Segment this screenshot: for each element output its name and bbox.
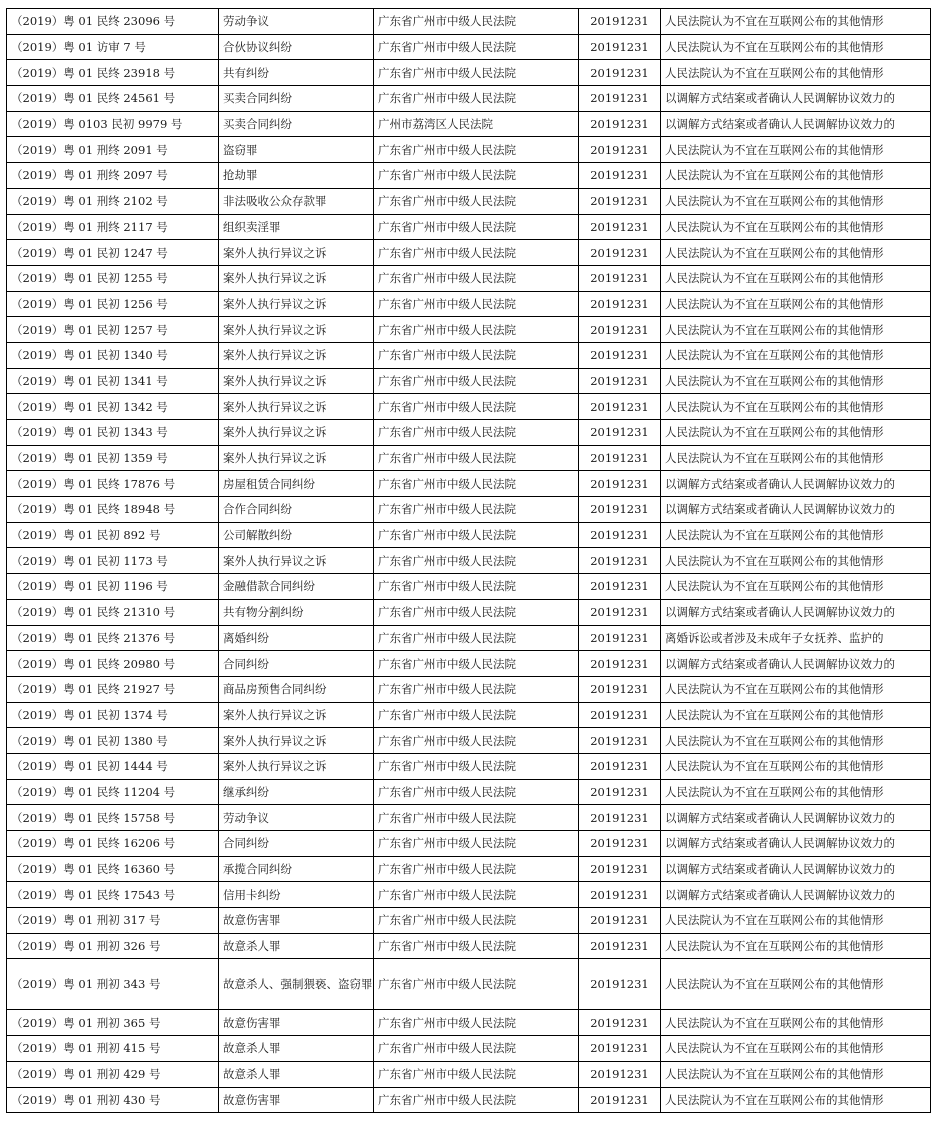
case-cause-cell: 非法吸收公众存款罪 (219, 188, 374, 214)
table-row (7, 959, 931, 1010)
judgment-date-cell: 20191231 (579, 394, 661, 420)
table-row (7, 163, 931, 189)
court-name-cell: 广东省广州市中级人民法院 (374, 1010, 579, 1036)
table-row (7, 111, 931, 137)
case-cause-cell: 金融借款合同纠纷 (219, 574, 374, 600)
judgment-date-cell: 20191231 (579, 445, 661, 471)
case-number-cell: （2019）粤 01 刑初 430 号 (7, 1087, 219, 1113)
case-cause-cell: 劳动争议 (219, 9, 374, 35)
case-cause-cell: 故意杀人、强制猥亵、盗窃罪 (219, 959, 374, 1010)
table-row (7, 317, 931, 343)
case-number-cell: （2019）粤 01 民终 17876 号 (7, 471, 219, 497)
court-name-cell: 广东省广州市中级人民法院 (374, 831, 579, 857)
judgment-date-cell: 20191231 (579, 1010, 661, 1036)
case-cause-cell: 案外人执行异议之诉 (219, 317, 374, 343)
case-cause-cell: 买卖合同纠纷 (219, 111, 374, 137)
case-number-cell: （2019）粤 01 民终 16360 号 (7, 856, 219, 882)
case-number-cell: （2019）粤 01 民终 18948 号 (7, 497, 219, 523)
table-row (7, 1010, 931, 1036)
case-number-cell: （2019）粤 01 刑初 365 号 (7, 1010, 219, 1036)
case-cause-cell: 案外人执行异议之诉 (219, 702, 374, 728)
table-row (7, 882, 931, 908)
non-publication-reason-cell: 人民法院认为不宜在互联网公布的其他情形 (661, 265, 931, 291)
table-row (7, 86, 931, 112)
case-number-cell: （2019）粤 01 刑终 2091 号 (7, 137, 219, 163)
judgment-date-cell: 20191231 (579, 265, 661, 291)
case-number-cell: （2019）粤 01 民终 20980 号 (7, 651, 219, 677)
case-number-cell: （2019）粤 01 刑终 2117 号 (7, 214, 219, 240)
case-cause-cell: 案外人执行异议之诉 (219, 445, 374, 471)
table-row (7, 137, 931, 163)
judgment-date-cell: 20191231 (579, 240, 661, 266)
case-cause-cell: 案外人执行异议之诉 (219, 728, 374, 754)
table-row (7, 291, 931, 317)
judgment-date-cell: 20191231 (579, 522, 661, 548)
case-cause-cell: 合同纠纷 (219, 831, 374, 857)
table-row (7, 1036, 931, 1062)
non-publication-reason-cell: 人民法院认为不宜在互联网公布的其他情形 (661, 779, 931, 805)
table-row (7, 805, 931, 831)
table-row (7, 702, 931, 728)
case-cause-cell: 房屋租赁合同纠纷 (219, 471, 374, 497)
court-name-cell: 广东省广州市中级人民法院 (374, 856, 579, 882)
table-row (7, 214, 931, 240)
court-name-cell: 广东省广州市中级人民法院 (374, 779, 579, 805)
non-publication-reason-cell: 人民法院认为不宜在互联网公布的其他情形 (661, 702, 931, 728)
non-publication-reason-cell: 人民法院认为不宜在互联网公布的其他情形 (661, 9, 931, 35)
non-publication-reason-cell: 人民法院认为不宜在互联网公布的其他情形 (661, 753, 931, 779)
judgment-date-cell: 20191231 (579, 9, 661, 35)
case-cause-cell: 案外人执行异议之诉 (219, 342, 374, 368)
case-number-cell: （2019）粤 01 民初 1374 号 (7, 702, 219, 728)
case-cause-cell: 合作合同纠纷 (219, 497, 374, 523)
court-name-cell: 广东省广州市中级人民法院 (374, 445, 579, 471)
table-row (7, 342, 931, 368)
case-cause-cell: 信用卡纠纷 (219, 882, 374, 908)
non-publication-reason-cell: 人民法院认为不宜在互联网公布的其他情形 (661, 1061, 931, 1087)
non-publication-reason-cell: 人民法院认为不宜在互联网公布的其他情形 (661, 137, 931, 163)
judgment-date-cell: 20191231 (579, 908, 661, 934)
case-number-cell: （2019）粤 01 民终 21376 号 (7, 625, 219, 651)
non-publication-reason-cell: 以调解方式结案或者确认人民调解协议效力的 (661, 86, 931, 112)
court-name-cell: 广东省广州市中级人民法院 (374, 368, 579, 394)
case-cause-cell: 案外人执行异议之诉 (219, 368, 374, 394)
non-publication-reason-cell: 以调解方式结案或者确认人民调解协议效力的 (661, 856, 931, 882)
non-publication-reason-cell: 人民法院认为不宜在互联网公布的其他情形 (661, 394, 931, 420)
case-table (6, 8, 931, 1113)
judgment-date-cell: 20191231 (579, 368, 661, 394)
non-publication-reason-cell: 人民法院认为不宜在互联网公布的其他情形 (661, 291, 931, 317)
court-name-cell: 广东省广州市中级人民法院 (374, 9, 579, 35)
table-row (7, 625, 931, 651)
case-number-cell: （2019）粤 01 民初 1343 号 (7, 420, 219, 446)
court-name-cell: 广东省广州市中级人民法院 (374, 163, 579, 189)
judgment-date-cell: 20191231 (579, 317, 661, 343)
table-row (7, 9, 931, 35)
case-table-body (7, 9, 931, 1113)
non-publication-reason-cell: 以调解方式结案或者确认人民调解协议效力的 (661, 497, 931, 523)
judgment-date-cell: 20191231 (579, 214, 661, 240)
non-publication-reason-cell: 人民法院认为不宜在互联网公布的其他情形 (661, 1087, 931, 1113)
court-name-cell: 广东省广州市中级人民法院 (374, 908, 579, 934)
table-row (7, 908, 931, 934)
case-number-cell: （2019）粤 01 民初 1380 号 (7, 728, 219, 754)
table-row (7, 394, 931, 420)
case-cause-cell: 案外人执行异议之诉 (219, 548, 374, 574)
judgment-date-cell: 20191231 (579, 702, 661, 728)
judgment-date-cell: 20191231 (579, 753, 661, 779)
non-publication-reason-cell: 以调解方式结案或者确认人民调解协议效力的 (661, 882, 931, 908)
table-row (7, 728, 931, 754)
case-cause-cell: 案外人执行异议之诉 (219, 265, 374, 291)
case-number-cell: （2019）粤 01 民初 1173 号 (7, 548, 219, 574)
non-publication-reason-cell: 人民法院认为不宜在互联网公布的其他情形 (661, 163, 931, 189)
case-cause-cell: 故意杀人罪 (219, 1061, 374, 1087)
judgment-date-cell: 20191231 (579, 163, 661, 189)
judgment-date-cell: 20191231 (579, 625, 661, 651)
court-name-cell: 广东省广州市中级人民法院 (374, 651, 579, 677)
case-number-cell: （2019）粤 01 刑初 415 号 (7, 1036, 219, 1062)
judgment-date-cell: 20191231 (579, 882, 661, 908)
court-name-cell: 广东省广州市中级人民法院 (374, 1087, 579, 1113)
case-number-cell: （2019）粤 01 刑终 2097 号 (7, 163, 219, 189)
court-name-cell: 广东省广州市中级人民法院 (374, 214, 579, 240)
non-publication-reason-cell: 人民法院认为不宜在互联网公布的其他情形 (661, 214, 931, 240)
non-publication-reason-cell: 以调解方式结案或者确认人民调解协议效力的 (661, 471, 931, 497)
non-publication-reason-cell: 以调解方式结案或者确认人民调解协议效力的 (661, 111, 931, 137)
case-number-cell: （2019）粤 01 民终 23918 号 (7, 60, 219, 86)
case-number-cell: （2019）粤 01 民初 1256 号 (7, 291, 219, 317)
table-row (7, 522, 931, 548)
case-number-cell: （2019）粤 01 民初 1341 号 (7, 368, 219, 394)
case-number-cell: （2019）粤 01 民终 16206 号 (7, 831, 219, 857)
case-number-cell: （2019）粤 01 民终 21927 号 (7, 676, 219, 702)
table-row (7, 753, 931, 779)
non-publication-reason-cell: 人民法院认为不宜在互联网公布的其他情形 (661, 368, 931, 394)
case-number-cell: （2019）粤 01 民终 23096 号 (7, 9, 219, 35)
case-number-cell: （2019）粤 01 民初 1340 号 (7, 342, 219, 368)
court-name-cell: 广东省广州市中级人民法院 (374, 291, 579, 317)
court-name-cell: 广东省广州市中级人民法院 (374, 548, 579, 574)
table-row (7, 1061, 931, 1087)
court-name-cell: 广东省广州市中级人民法院 (374, 753, 579, 779)
court-name-cell: 广东省广州市中级人民法院 (374, 1036, 579, 1062)
court-name-cell: 广东省广州市中级人民法院 (374, 60, 579, 86)
table-row (7, 445, 931, 471)
table-row (7, 779, 931, 805)
case-number-cell: （2019）粤 01 民初 1444 号 (7, 753, 219, 779)
table-row (7, 599, 931, 625)
non-publication-reason-cell: 人民法院认为不宜在互联网公布的其他情形 (661, 420, 931, 446)
judgment-date-cell: 20191231 (579, 856, 661, 882)
non-publication-reason-cell: 以调解方式结案或者确认人民调解协议效力的 (661, 805, 931, 831)
court-name-cell: 广东省广州市中级人民法院 (374, 240, 579, 266)
non-publication-reason-cell: 人民法院认为不宜在互联网公布的其他情形 (661, 548, 931, 574)
table-row (7, 368, 931, 394)
case-cause-cell: 组织卖淫罪 (219, 214, 374, 240)
court-name-cell: 广东省广州市中级人民法院 (374, 471, 579, 497)
non-publication-reason-cell: 人民法院认为不宜在互联网公布的其他情形 (661, 1010, 931, 1036)
case-number-cell: （2019）粤 01 民初 892 号 (7, 522, 219, 548)
case-number-cell: （2019）粤 01 访审 7 号 (7, 34, 219, 60)
judgment-date-cell: 20191231 (579, 1061, 661, 1087)
judgment-date-cell: 20191231 (579, 728, 661, 754)
non-publication-reason-cell: 人民法院认为不宜在互联网公布的其他情形 (661, 34, 931, 60)
court-name-cell: 广东省广州市中级人民法院 (374, 317, 579, 343)
court-name-cell: 广东省广州市中级人民法院 (374, 188, 579, 214)
court-name-cell: 广东省广州市中级人民法院 (374, 676, 579, 702)
judgment-date-cell: 20191231 (579, 574, 661, 600)
court-name-cell: 广东省广州市中级人民法院 (374, 497, 579, 523)
non-publication-reason-cell: 离婚诉讼或者涉及未成年子女抚养、监护的 (661, 625, 931, 651)
non-publication-reason-cell: 以调解方式结案或者确认人民调解协议效力的 (661, 599, 931, 625)
court-name-cell: 广东省广州市中级人民法院 (374, 522, 579, 548)
case-cause-cell: 合伙协议纠纷 (219, 34, 374, 60)
case-cause-cell: 故意杀人罪 (219, 933, 374, 959)
case-cause-cell: 故意伤害罪 (219, 1087, 374, 1113)
court-name-cell: 广东省广州市中级人民法院 (374, 137, 579, 163)
judgment-date-cell: 20191231 (579, 933, 661, 959)
case-cause-cell: 案外人执行异议之诉 (219, 420, 374, 446)
case-number-cell: （2019）粤 0103 民初 9979 号 (7, 111, 219, 137)
court-name-cell: 广东省广州市中级人民法院 (374, 86, 579, 112)
case-number-cell: （2019）粤 01 刑初 326 号 (7, 933, 219, 959)
case-cause-cell: 案外人执行异议之诉 (219, 394, 374, 420)
court-name-cell: 广东省广州市中级人民法院 (374, 933, 579, 959)
case-cause-cell: 劳动争议 (219, 805, 374, 831)
judgment-date-cell: 20191231 (579, 599, 661, 625)
court-name-cell: 广东省广州市中级人民法院 (374, 702, 579, 728)
case-cause-cell: 买卖合同纠纷 (219, 86, 374, 112)
case-number-cell: （2019）粤 01 民初 1196 号 (7, 574, 219, 600)
case-cause-cell: 故意伤害罪 (219, 908, 374, 934)
judgment-date-cell: 20191231 (579, 1036, 661, 1062)
table-row (7, 574, 931, 600)
judgment-date-cell: 20191231 (579, 137, 661, 163)
table-row (7, 651, 931, 677)
judgment-date-cell: 20191231 (579, 34, 661, 60)
table-row (7, 1087, 931, 1113)
table-row (7, 265, 931, 291)
case-number-cell: （2019）粤 01 民初 1247 号 (7, 240, 219, 266)
case-number-cell: （2019）粤 01 民终 17543 号 (7, 882, 219, 908)
table-row (7, 676, 931, 702)
non-publication-reason-cell: 人民法院认为不宜在互联网公布的其他情形 (661, 1036, 931, 1062)
non-publication-reason-cell: 人民法院认为不宜在互联网公布的其他情形 (661, 959, 931, 1010)
case-cause-cell: 共有纠纷 (219, 60, 374, 86)
court-name-cell: 广东省广州市中级人民法院 (374, 265, 579, 291)
judgment-date-cell: 20191231 (579, 651, 661, 677)
judgment-date-cell: 20191231 (579, 111, 661, 137)
judgment-date-cell: 20191231 (579, 831, 661, 857)
case-number-cell: （2019）粤 01 民终 24561 号 (7, 86, 219, 112)
judgment-date-cell: 20191231 (579, 471, 661, 497)
non-publication-reason-cell: 人民法院认为不宜在互联网公布的其他情形 (661, 522, 931, 548)
case-cause-cell: 案外人执行异议之诉 (219, 753, 374, 779)
court-name-cell: 广州市荔湾区人民法院 (374, 111, 579, 137)
non-publication-reason-cell: 人民法院认为不宜在互联网公布的其他情形 (661, 908, 931, 934)
judgment-date-cell: 20191231 (579, 86, 661, 112)
table-row (7, 856, 931, 882)
judgment-date-cell: 20191231 (579, 548, 661, 574)
judgment-date-cell: 20191231 (579, 291, 661, 317)
non-publication-reason-cell: 人民法院认为不宜在互联网公布的其他情形 (661, 574, 931, 600)
non-publication-reason-cell: 人民法院认为不宜在互联网公布的其他情形 (661, 188, 931, 214)
case-cause-cell: 故意杀人罪 (219, 1036, 374, 1062)
case-number-cell: （2019）粤 01 民终 15758 号 (7, 805, 219, 831)
court-name-cell: 广东省广州市中级人民法院 (374, 1061, 579, 1087)
case-cause-cell: 盗窃罪 (219, 137, 374, 163)
court-name-cell: 广东省广州市中级人民法院 (374, 959, 579, 1010)
case-cause-cell: 合同纠纷 (219, 651, 374, 677)
table-row (7, 240, 931, 266)
case-number-cell: （2019）粤 01 民终 21310 号 (7, 599, 219, 625)
table-row (7, 34, 931, 60)
court-name-cell: 广东省广州市中级人民法院 (374, 599, 579, 625)
court-name-cell: 广东省广州市中级人民法院 (374, 34, 579, 60)
judgment-date-cell: 20191231 (579, 60, 661, 86)
non-publication-reason-cell: 人民法院认为不宜在互联网公布的其他情形 (661, 676, 931, 702)
table-row (7, 420, 931, 446)
non-publication-reason-cell: 人民法院认为不宜在互联网公布的其他情形 (661, 240, 931, 266)
table-row (7, 188, 931, 214)
judgment-date-cell: 20191231 (579, 959, 661, 1010)
court-name-cell: 广东省广州市中级人民法院 (374, 574, 579, 600)
court-name-cell: 广东省广州市中级人民法院 (374, 882, 579, 908)
table-row (7, 831, 931, 857)
case-cause-cell: 离婚纠纷 (219, 625, 374, 651)
table-row (7, 548, 931, 574)
non-publication-reason-cell: 人民法院认为不宜在互联网公布的其他情形 (661, 445, 931, 471)
non-publication-reason-cell: 人民法院认为不宜在互联网公布的其他情形 (661, 60, 931, 86)
table-row (7, 60, 931, 86)
judgment-date-cell: 20191231 (579, 497, 661, 523)
court-name-cell: 广东省广州市中级人民法院 (374, 805, 579, 831)
table-row (7, 471, 931, 497)
non-publication-reason-cell: 人民法院认为不宜在互联网公布的其他情形 (661, 342, 931, 368)
case-cause-cell: 承揽合同纠纷 (219, 856, 374, 882)
case-cause-cell: 继承纠纷 (219, 779, 374, 805)
non-publication-reason-cell: 人民法院认为不宜在互联网公布的其他情形 (661, 933, 931, 959)
table-row (7, 933, 931, 959)
court-name-cell: 广东省广州市中级人民法院 (374, 728, 579, 754)
case-number-cell: （2019）粤 01 刑终 2102 号 (7, 188, 219, 214)
case-number-cell: （2019）粤 01 刑初 317 号 (7, 908, 219, 934)
judgment-date-cell: 20191231 (579, 1087, 661, 1113)
case-number-cell: （2019）粤 01 民终 11204 号 (7, 779, 219, 805)
non-publication-reason-cell: 以调解方式结案或者确认人民调解协议效力的 (661, 651, 931, 677)
court-name-cell: 广东省广州市中级人民法院 (374, 420, 579, 446)
case-number-cell: （2019）粤 01 刑初 343 号 (7, 959, 219, 1010)
non-publication-reason-cell: 以调解方式结案或者确认人民调解协议效力的 (661, 831, 931, 857)
case-number-cell: （2019）粤 01 民初 1342 号 (7, 394, 219, 420)
judgment-date-cell: 20191231 (579, 676, 661, 702)
case-number-cell: （2019）粤 01 民初 1255 号 (7, 265, 219, 291)
court-name-cell: 广东省广州市中级人民法院 (374, 625, 579, 651)
court-name-cell: 广东省广州市中级人民法院 (374, 394, 579, 420)
case-cause-cell: 商品房预售合同纠纷 (219, 676, 374, 702)
case-cause-cell: 共有物分割纠纷 (219, 599, 374, 625)
case-number-cell: （2019）粤 01 民初 1359 号 (7, 445, 219, 471)
court-name-cell: 广东省广州市中级人民法院 (374, 342, 579, 368)
table-row (7, 497, 931, 523)
case-cause-cell: 抢劫罪 (219, 163, 374, 189)
non-publication-reason-cell: 人民法院认为不宜在互联网公布的其他情形 (661, 317, 931, 343)
case-cause-cell: 案外人执行异议之诉 (219, 240, 374, 266)
non-publication-reason-cell: 人民法院认为不宜在互联网公布的其他情形 (661, 728, 931, 754)
case-cause-cell: 案外人执行异议之诉 (219, 291, 374, 317)
judgment-date-cell: 20191231 (579, 342, 661, 368)
case-number-cell: （2019）粤 01 民初 1257 号 (7, 317, 219, 343)
judgment-date-cell: 20191231 (579, 188, 661, 214)
case-cause-cell: 公司解散纠纷 (219, 522, 374, 548)
judgment-date-cell: 20191231 (579, 779, 661, 805)
judgment-date-cell: 20191231 (579, 805, 661, 831)
case-number-cell: （2019）粤 01 刑初 429 号 (7, 1061, 219, 1087)
case-cause-cell: 故意伤害罪 (219, 1010, 374, 1036)
judgment-date-cell: 20191231 (579, 420, 661, 446)
